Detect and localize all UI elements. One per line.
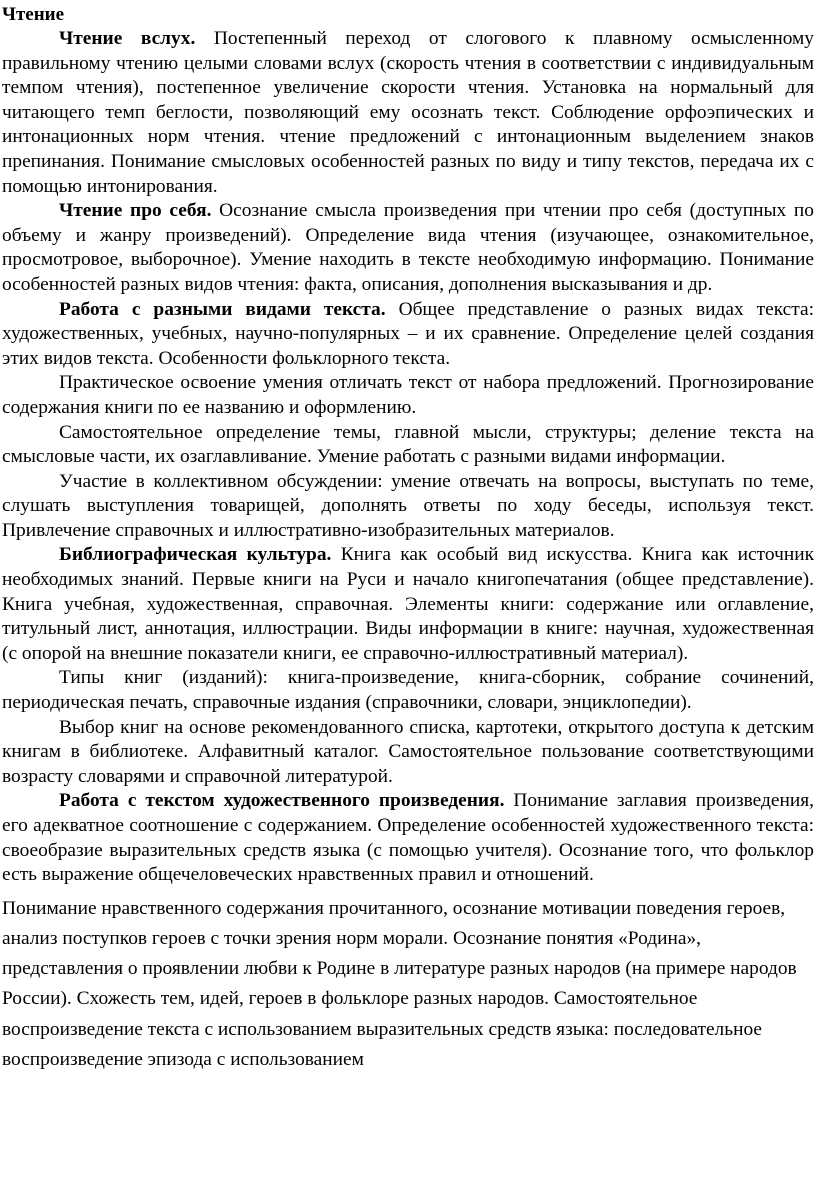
section-heading: Чтение вслух.	[59, 28, 196, 49]
document-title: Чтение	[2, 4, 65, 25]
paragraph-practical-skills	[0, 371, 814, 420]
paragraph-text: Выбор книг на основе рекомендованного списка, картотеки, открытого доступа к детским книгам в библиотеке. Алфавитный каталог. Самостоятельное пользование соответствующими возрасту словарями и справочной литературой.	[2, 716, 814, 787]
section-text: Постепенный переход от слогового к плавному осмысленному правильному чтению целыми словами вслух (скорость чтения в соответствии с индивидуальным темпом чтения), постепенное увеличение скорости чтения. Установка на нормальный для читающего темп беглости, позволяющий ему осознать текст. Соблюдение орфоэпических и интонационных норм чтения. чтение предложений с интонационным выделением знаков препинания. Понимание смысловых особенностей разных по виду и типу текстов, передача их с помощью интонирования.	[2, 28, 814, 197]
paragraph-text: Практическое освоение умения отличать текст от набора предложений. Прогнозирование содержания книги по ее названию и оформлению.	[2, 372, 814, 418]
section-heading: Работа с текстом художественного произведения.	[59, 790, 505, 812]
section-literary-text-work	[0, 789, 814, 887]
paragraph-group-discussion	[0, 470, 814, 544]
section-reading-aloud	[0, 27, 814, 199]
paragraph-book-selection	[0, 716, 814, 790]
paragraph-text: Самостоятельное определение темы, главной мысли, структуры; деление текста на смысловые части, их озаглавливание. Умение работать с разными видами информации.	[2, 421, 814, 468]
paragraph-theme-definition	[0, 421, 814, 470]
section-heading: Библиографическая культура.	[59, 544, 332, 566]
section-heading: Работа с разными видами текста.	[59, 298, 386, 320]
paragraph-text: Участие в коллективном обсуждении: умение отвечать на вопросы, выступать по теме, слушать выступления товарищей, дополнять ответы по ходу беседы, используя текст. Привлечение справочных и иллюстративно-изобразительных материалов.	[2, 470, 814, 541]
section-silent-reading	[0, 199, 814, 297]
section-text-types	[0, 298, 814, 372]
section-text: Осознание смысла произведения при чтении про себя (доступных по объему и жанру произведений). Определение вида чтения (изучающее, ознакомительное, просмотровое, выборочное). Умение находить в тексте необходимую информацию. Понимание особенностей разных видов чтения: факта, описания, дополнения высказывания и др.	[2, 200, 814, 295]
section-bibliographic-culture	[0, 543, 814, 666]
section-text: Понимание заглавия произведения, его адекватное соотношение с содержанием. Определение особенностей художественного текста: своеобразие выразительных средств языка (с помощью учителя). Осознание того, что фольклор есть выражение общечеловеческих нравственных правил и отношений.	[2, 790, 814, 886]
paragraph-text: Типы книг (изданий): книга-произведение, книга-сборник, собрание сочинений, периодическая печать, справочные издания (справочники, словари, энциклопедии).	[2, 667, 814, 714]
paragraph-moral-content: Понимание нравственного содержания прочитанного, осознание мотивации поведения героев, анализ поступков героев с точки зрения норм морали. Осознание понятия «Родина», представления о проявлении любви к Родине в литературе разных народов (на примере народов России). Схожесть тем, идей, героев в фольклоре разных народов. Самостоятельное воспроизведение текста с использованием выразительных средств языка: последовательное воспроизведение эпизода с использованием	[2, 897, 797, 1070]
section-heading: Чтение про себя.	[59, 200, 212, 222]
section-text: Общее представление о разных видах текста: художественных, учебных, научно-популярных – и их сравнение. Определение целей создания этих видов текста. Особенности фольклорного текста.	[2, 298, 814, 369]
paragraph-book-types	[0, 666, 814, 715]
section-text: Книга как особый вид искусства. Книга как источник необходимых знаний. Первые книги на Руси и начало книгопечатания (общее представление). Книга учебная, художественная, справочная. Элементы книги: содержание или оглавление, титульный лист, аннотация, иллюстрации. Виды информации в книге: научная, художественная (с опорой на внешние показатели книги, ее справочно-иллюстративный материал).	[2, 544, 815, 664]
